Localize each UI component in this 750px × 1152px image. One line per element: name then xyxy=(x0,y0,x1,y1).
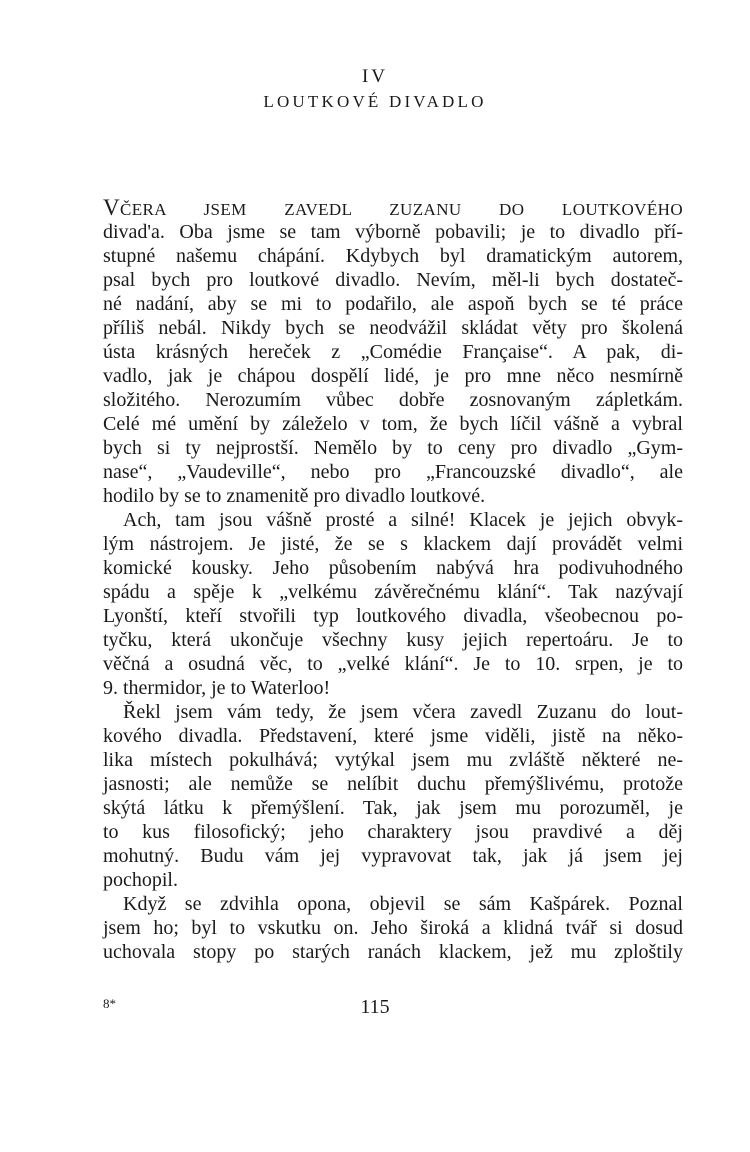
text-line: skýtá látku k přemýšlení. Tak, jak jsem mu porozuměl, je xyxy=(103,797,683,819)
text-line: spádu a spěje k „velkému závěrečnému klání“. Tak nazývají xyxy=(103,581,683,603)
text-line: Lyonští, kteří stvořili typ loutkového divadla, všeobecnou po- xyxy=(103,605,683,627)
text-line: psal bych pro loutkové divadlo. Nevím, měl-li bych dostateč- xyxy=(103,269,683,291)
paragraph xyxy=(103,508,683,700)
text-line: bych si ty nejprostší. Nemělo by to ceny pro divadlo „Gym- xyxy=(103,437,683,459)
text-line: Když se zdvihla opona, objevil se sám Kašpárek. Poznal xyxy=(123,893,683,915)
initial-letter: V xyxy=(103,195,121,220)
text-line: komické kousky. Jeho působením nabývá hra podivuhodného xyxy=(103,557,683,579)
chapter-number: IV xyxy=(361,66,389,87)
signature-mark: 8* xyxy=(103,996,116,1011)
text-line: vadlo, jak je chápou dospělí lidé, je pro mne něco nesmírně xyxy=(103,365,683,387)
paragraph xyxy=(103,892,683,964)
page-number: 115 xyxy=(360,996,390,1018)
text-line: mohutný. Budu vám jej vypravovat tak, jak já jsem jej xyxy=(103,845,683,867)
text-line: věčná a osudná věc, to „velké klání“. Je to 10. srpen, je to xyxy=(103,653,683,675)
opening-rest: ČERA JSEM ZAVEDL ZUZANU DO LOUTKOVÉHO xyxy=(120,200,683,219)
text-line: stupné našemu chápání. Kdybych byl dramatickým autorem, xyxy=(103,245,683,267)
text-line: Řekl jsem vám tedy, že jsem včera zavedl Zuzanu do lout- xyxy=(123,701,683,723)
text-line: pochopil. xyxy=(103,869,178,891)
text-line: kového divadla. Představení, které jsme viděli, jistě na něko- xyxy=(103,725,683,747)
text-line: hodilo by se to znamenitě pro divadlo loutkové. xyxy=(103,485,486,507)
paragraph xyxy=(103,220,683,508)
paragraph xyxy=(103,700,683,892)
text-line: Ach, tam jsou vášně prosté a silné! Klacek je jejich obvyk- xyxy=(123,509,683,531)
text-line: lým nástrojem. Je jisté, že se s klackem dají provádět velmi xyxy=(103,533,683,555)
text-line: nase“, „Vaudeville“, nebo pro „Francouzské divadlo“, ale xyxy=(103,461,683,483)
text-line: divad'a. Oba jsme se tam výborně pobavili; je to divadlo pří- xyxy=(103,221,683,243)
text-line: 9. thermidor, je to Waterloo! xyxy=(103,677,331,699)
text-line: lika místech pokulhává; vytýkal jsem mu zvláště některé ne- xyxy=(103,749,683,771)
text-line: Celé mé umění by záleželo v tom, že bych líčil vášně a vybral xyxy=(103,413,683,435)
opening-line xyxy=(103,196,683,220)
text-line: né nadání, aby se mi to podařilo, ale aspoň bych se té práce xyxy=(103,293,683,315)
text-line: ústa krásných hereček z „Comédie Française“. A pak, di- xyxy=(103,341,683,363)
text-line: tyčku, která ukončuje všechny kusy jejich repertoáru. Je to xyxy=(103,629,683,651)
text-line: jasnosti; ale nemůže se nelíbit duchu přemýšlivému, protože xyxy=(103,773,683,795)
text-line: jsem ho; byl to vskutku on. Jeho široká a klidná tvář si dosud xyxy=(103,917,683,939)
body-text xyxy=(103,196,683,964)
text-line: to kus filosofický; jeho charaktery jsou pravdivé a děj xyxy=(103,821,683,843)
text-line: uchovala stopy po starých ranách klackem, jež mu zploštily xyxy=(103,941,683,963)
text-line: příliš nebál. Nikdy bych se neodvážil skládat věty pro školená xyxy=(103,317,683,339)
chapter-title: LOUTKOVÉ DIVADLO xyxy=(263,92,487,111)
text-line: složitého. Nerozumím vůbec dobře zosnovaným zápletkám. xyxy=(103,389,683,411)
